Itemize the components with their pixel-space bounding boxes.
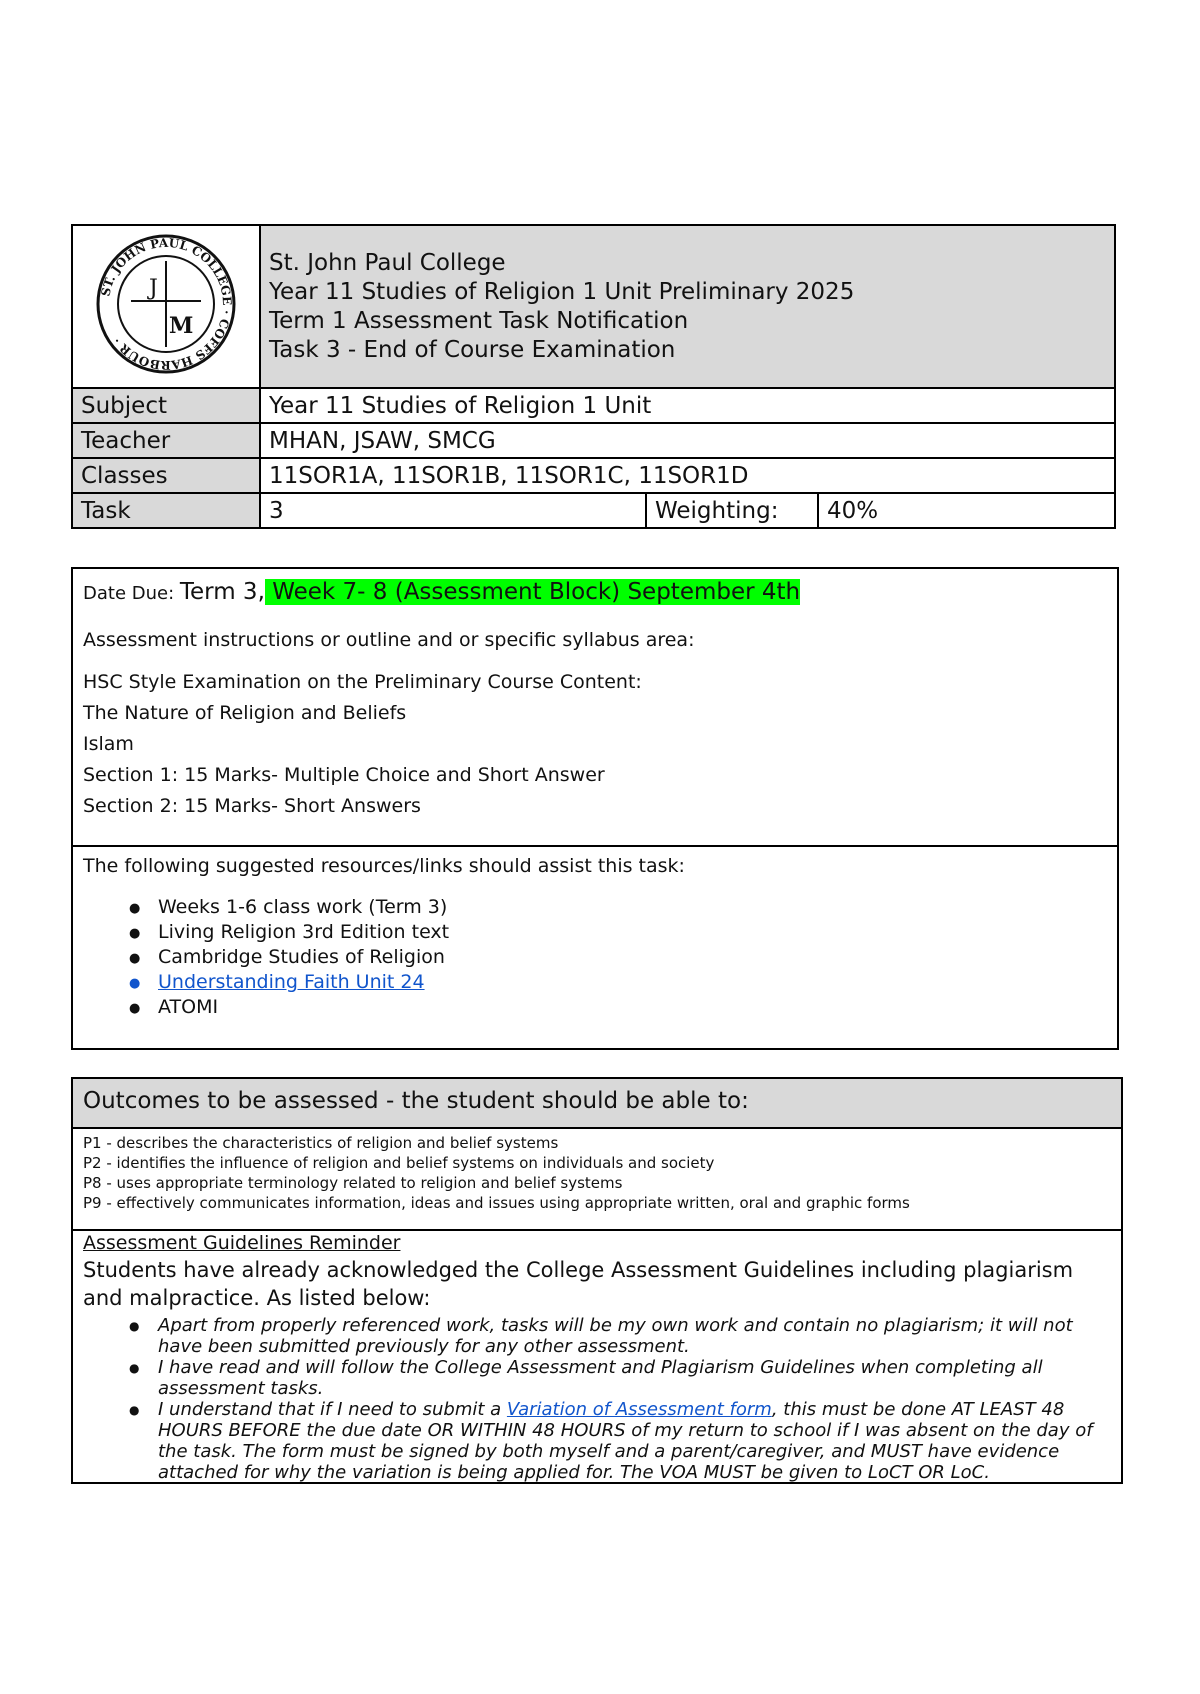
guideline-item-voa: [133, 1399, 1103, 1483]
guideline-item: ● Apart from properly referenced work, tasks will be my own work and contain no plagiarism; it will not have been submitted previously for any other assessment.: [133, 1315, 1103, 1357]
instruction-line: Islam: [83, 733, 134, 755]
due-date-term: Term 3,: [179, 579, 265, 605]
variation-of-assessment-link[interactable]: Variation of Assessment form: [506, 1399, 772, 1420]
title-line-2: Year 11 Studies of Religion 1 Unit Preliminary 2025: [269, 278, 855, 305]
resource-item: ● Living Religion 3rd Edition text: [133, 920, 449, 945]
classes-label: Classes: [72, 458, 260, 493]
instruction-line: HSC Style Examination on the Preliminary Course Content:: [83, 671, 642, 693]
task-label: Task: [72, 493, 260, 528]
due-date-highlight: Week 7- 8 (Assessment Block) September 4th: [264, 579, 801, 605]
outcomes-list: [83, 1133, 910, 1213]
resources-list: [133, 895, 449, 1020]
guideline-text: , this must be done AT LEAST 48 HOURS BEFORE the due date OR WITHIN 48 HOURS of my return to school if I was absent on the day of the task. The form must be signed by both myself and a parent/caregiver, and MUST have evidence attached for why the variation is being applied for. The VOA MUST be given to LoCT OR LoC.: [158, 1399, 1093, 1483]
resource-item: ● Weeks 1-6 class work (Term 3): [133, 895, 449, 920]
title-line-4: Task 3 - End of Course Examination: [269, 336, 676, 363]
guidelines-intro: Students have already acknowledged the College Assessment Guidelines including plagiarism and malpractice. As listed below:: [83, 1258, 1074, 1310]
outcomes-heading-box: [71, 1077, 1123, 1129]
guidelines-title: Assessment Guidelines Reminder: [83, 1232, 401, 1254]
weighting-value: 40%: [818, 493, 1115, 528]
resource-item: ● Cambridge Studies of Religion: [133, 945, 449, 970]
guideline-item: ● I have read and will follow the College Assessment and Plagiarism Guidelines when completing all assessment tasks.: [133, 1357, 1103, 1399]
header-table: [71, 224, 1116, 529]
subject-label: Subject: [72, 388, 260, 423]
due-instructions-box: [71, 567, 1119, 847]
logo-cell: [72, 225, 260, 388]
instructions-heading: Assessment instructions or outline and or specific syllabus area:: [83, 629, 695, 651]
outcome-item: P9 - effectively communicates information, ideas and issues using appropriate written, oral and graphic forms: [83, 1194, 910, 1212]
svg-text:M: M: [169, 312, 194, 339]
instruction-line: Section 1: 15 Marks- Multiple Choice and Short Answer: [83, 764, 605, 786]
due-date-line: [83, 579, 800, 605]
outcomes-heading: Outcomes to be assessed - the student should be able to:: [83, 1088, 749, 1114]
college-crest-logo: [95, 233, 237, 375]
resources-heading: The following suggested resources/links should assist this task:: [83, 855, 685, 877]
outcomes-box: [71, 1127, 1123, 1231]
instruction-line: The Nature of Religion and Beliefs: [83, 702, 407, 724]
title-line-3: Term 1 Assessment Task Notification: [269, 307, 689, 334]
resources-box: [71, 845, 1119, 1050]
task-value: 3: [260, 493, 646, 528]
outcome-item: P1 - describes the characteristics of religion and belief systems: [83, 1134, 559, 1152]
teacher-value: MHAN, JSAW, SMCG: [260, 423, 1115, 458]
outcome-item: P8 - uses appropriate terminology related to religion and belief systems: [83, 1174, 623, 1192]
guidelines-box: [71, 1229, 1123, 1484]
resource-item: ● ATOMI: [133, 995, 449, 1020]
teacher-label: Teacher: [72, 423, 260, 458]
title-block: [260, 225, 1115, 388]
guideline-text: I understand that if I need to submit a: [158, 1399, 507, 1420]
title-line-1: St. John Paul College: [269, 249, 506, 276]
subject-value: Year 11 Studies of Religion 1 Unit: [260, 388, 1115, 423]
resource-link-understanding-faith[interactable]: ● Understanding Faith Unit 24: [133, 970, 449, 995]
weighting-label: Weighting:: [646, 493, 818, 528]
due-date-label: Date Due:: [83, 583, 180, 604]
classes-value: 11SOR1A, 11SOR1B, 11SOR1C, 11SOR1D: [260, 458, 1115, 493]
outcome-item: P2 - identifies the influence of religion and belief systems on individuals and society: [83, 1154, 715, 1172]
instruction-line: Section 2: 15 Marks- Short Answers: [83, 795, 421, 817]
svg-text:ST. JOHN PAUL COLLEGE · COFFS: ST. JOHN PAUL COLLEGE · COFFS HARBOUR ·: [98, 235, 235, 372]
svg-text:J: J: [149, 275, 158, 301]
guidelines-list: [133, 1315, 1103, 1483]
